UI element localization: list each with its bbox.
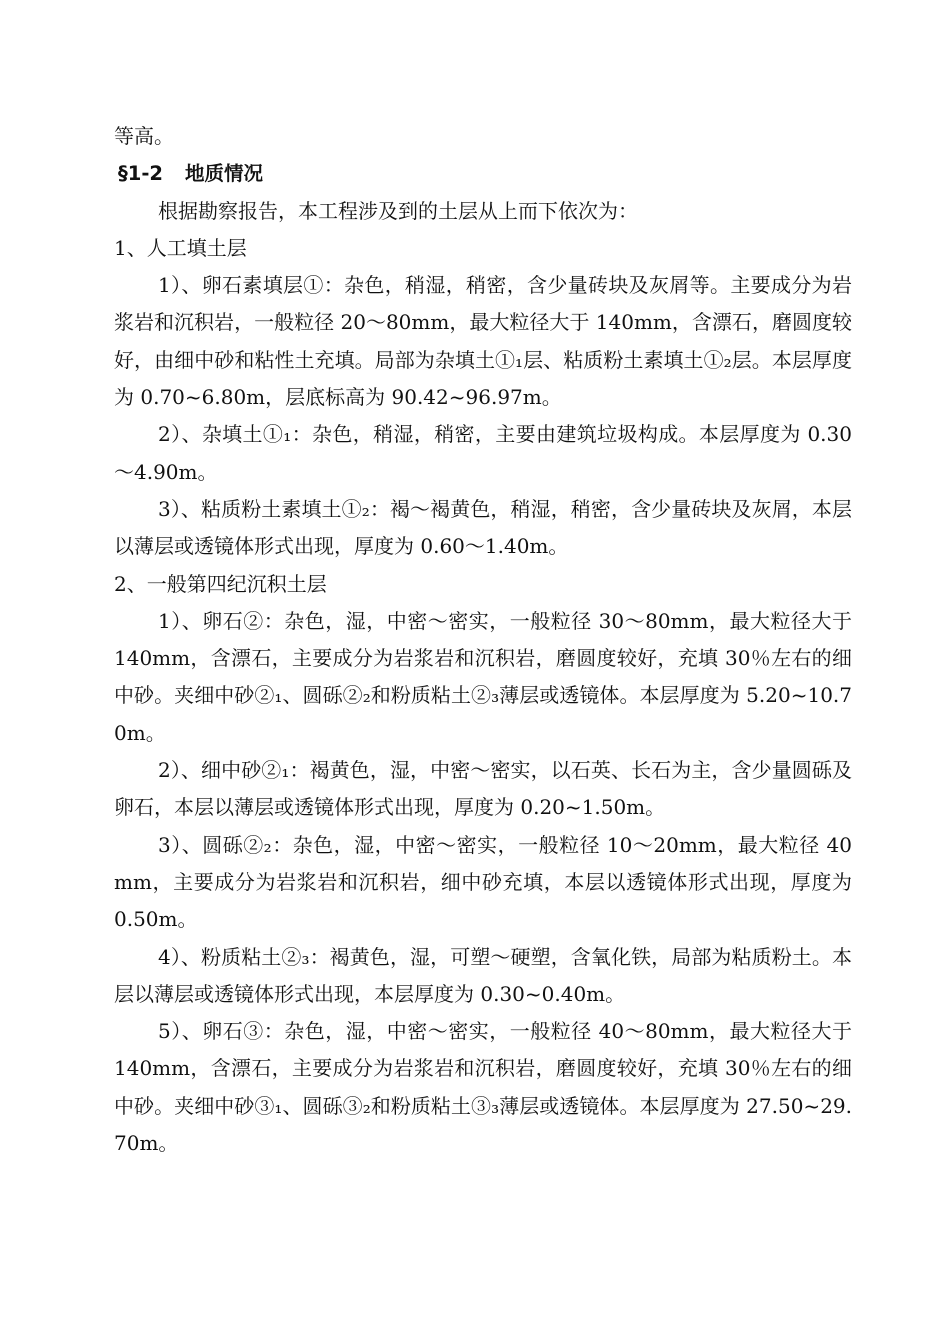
section-heading bbox=[114, 155, 852, 192]
paragraph-fill-2: 2）、杂填土①₁：杂色，稍湿，稍密，主要由建筑垃圾构成。本层厚度为 0.30～4.90m。 bbox=[114, 422, 852, 484]
section-title: 地质情况 bbox=[184, 162, 263, 186]
paragraph-quaternary-1: 1）、卵石②：杂色，湿，中密～密实，一般粒径 30～80mm，最大粒径大于 140mm，含漂石，主要成分为岩浆岩和沉积岩，磨圆度较好，充填 30％左右的细中砂。夹细中砂②₁、圆砾②₂和粉质粘土②₃薄层或透镜体。本层厚度为 5.20~10.70m。 bbox=[114, 608, 852, 745]
document-page bbox=[114, 118, 852, 1162]
paragraph-fill-3: 3）、粘质粉土素填土①₂：褐～褐黄色，稍湿，稍密，含少量砖块及灰屑，本层以薄层或透镜体形式出现，厚度为 0.60～1.40m。 bbox=[114, 496, 852, 559]
paragraph-fill-1: 1）、卵石素填层①：杂色，稍湿，稍密，含少量砖块及灰屑等。主要成分为岩浆岩和沉积岩，一般粒径 20～80mm，最大粒径大于 140mm，含漂石，磨圆度较好，由细中砂和粘性土充填。局部为杂填土①₁层、粘质粉土素填土①₂层。本层厚度为 0.70~6.80m，层底标高为 90.42~96.97m。 bbox=[114, 273, 852, 410]
paragraph-quaternary-3: 3）、圆砾②₂：杂色，湿，中密～密实，一般粒径 10～20mm，最大粒径 40mm，主要成分为岩浆岩和沉积岩，细中砂充填，本层以透镜体形式出现，厚度为 0.50m。 bbox=[114, 832, 852, 932]
paragraph-quaternary-4: 4）、粉质粘土②₃：褐黄色，湿，可塑～硬塑，含氧化铁，局部为粘质粉土。本层以薄层或透镜体形式出现，本层厚度为 0.30~0.40m。 bbox=[114, 944, 852, 1006]
section-number: §1-2 bbox=[118, 162, 163, 186]
subsection-title-quaternary: 2、一般第四纪沉积土层 bbox=[114, 571, 327, 596]
paragraph-quaternary-5: 5）、卵石③：杂色，湿，中密～密实，一般粒径 40～80mm，最大粒径大于 140mm，含漂石，主要成分为岩浆岩和沉积岩，磨圆度较好，充填 30％左右的细中砂。夹细中砂③₁、圆砾③₂和粉质粘土③₃薄层或透镜体。本层厚度为 27.50~29.70m。 bbox=[114, 1019, 852, 1156]
lead-text: 等高。 bbox=[114, 124, 174, 148]
paragraph-quaternary-2: 2）、细中砂②₁：褐黄色，湿，中密～密实，以石英、长石为主，含少量圆砾及卵石，本层以薄层或透镜体形式出现，厚度为 0.20~1.50m。 bbox=[114, 758, 852, 820]
subsection-title-fill: 1、人工填土层 bbox=[114, 235, 247, 260]
intro-paragraph: 根据勘察报告，本工程涉及到的土层从上而下依次为： bbox=[158, 198, 638, 223]
